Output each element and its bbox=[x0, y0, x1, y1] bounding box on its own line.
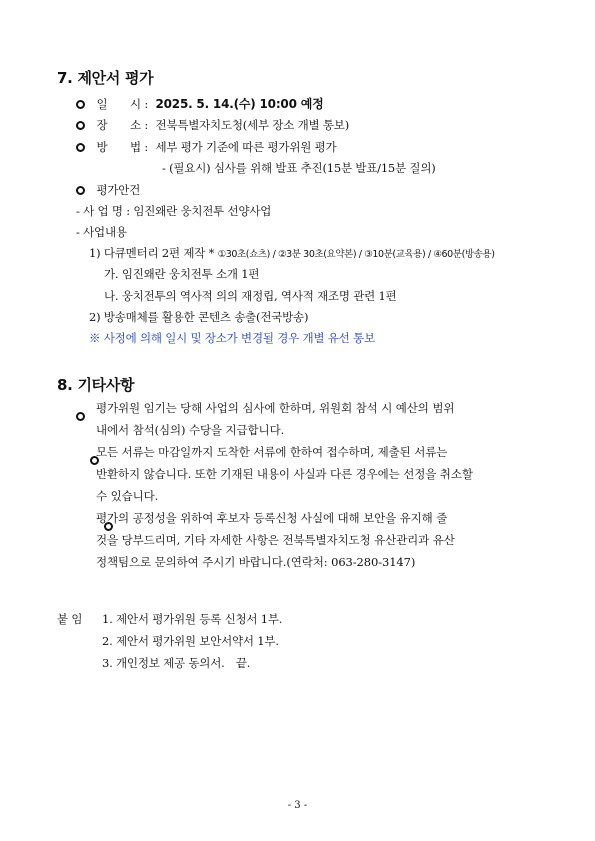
attachment-1: 1. 제안서 평가위원 등록 신청서 1부. bbox=[102, 612, 283, 626]
note-2-line-2: 반환하지 않습니다. 또한 기재된 내용이 사실과 다른 경우에는 선정을 취소할 bbox=[96, 467, 473, 481]
note-1 bbox=[96, 397, 540, 441]
place-row bbox=[76, 117, 349, 133]
date-value: 2025. 5. 14.(수) 10:00 예정 bbox=[155, 97, 324, 111]
item-1 bbox=[89, 245, 495, 261]
circle-bullet-icon bbox=[76, 143, 85, 152]
date-row bbox=[76, 95, 323, 112]
attachment-3: 3. 개인정보 제공 동의서. 끝. bbox=[102, 656, 251, 670]
item-1-b: 나. 웅치전투의 역사적 의의 재정립, 역사적 재조명 관련 1편 bbox=[104, 289, 397, 303]
circle-bullet-icon bbox=[76, 186, 85, 195]
page-number: - 3 - bbox=[287, 800, 308, 811]
place-value: 전북특별자치도청(세부 장소 개별 통보) bbox=[155, 118, 349, 132]
item-2: 2) 방송매체를 활용한 콘텐츠 송출(전국방송) bbox=[89, 310, 309, 324]
method-label: 방 법 : bbox=[96, 140, 149, 154]
item-1-a: 가. 임진왜란 웅치전투 소개 1편 bbox=[104, 267, 260, 281]
project-content-title: - 사업내용 bbox=[76, 225, 127, 239]
circle-bullet-icon bbox=[76, 412, 85, 421]
note-3 bbox=[96, 507, 540, 573]
item-1-prefix: 1) 다큐멘터리 2편 제작 * bbox=[89, 246, 218, 260]
note-3-line-3: 정책팀으로 문의하여 주시기 바랍니다.(연락처: 063-280-3147) bbox=[96, 555, 416, 569]
attachment-label: 붙 임 bbox=[57, 612, 83, 626]
note-1-line-2: 내에서 참석(심의) 수당을 지급합니다. bbox=[96, 423, 285, 437]
method-row bbox=[76, 139, 336, 155]
date-label: 일 시 : bbox=[96, 97, 149, 111]
agenda-title: 평가안건 bbox=[96, 183, 141, 197]
agenda-row bbox=[76, 182, 140, 198]
note-3-line-2: 것을 당부드리며, 기타 자세한 사항은 전북특별자치도청 유산관리과 유산 bbox=[96, 533, 455, 547]
note-3-line-1: 평가의 공정성을 위하여 후보자 등록신청 사실에 대해 보안을 유지해 줄 bbox=[96, 511, 448, 525]
note-2-line-1: 모든 서류는 마감일까지 도착한 서류에 한하여 접수하며, 제출된 서류는 bbox=[96, 445, 448, 459]
method-value: 세부 평가 기준에 따른 평가위원 평가 bbox=[155, 140, 337, 154]
method-sub: - (필요시) 심사를 위해 발표 추진(15분 발표/15분 질의) bbox=[162, 161, 436, 175]
place-label: 장 소 : bbox=[96, 118, 149, 132]
project-name: - 사 업 명 : 임진왜란 웅치전투 선양사업 bbox=[76, 204, 272, 218]
circle-bullet-icon bbox=[76, 100, 85, 109]
attachment-2: 2. 제안서 평가위원 보안서약서 1부. bbox=[102, 634, 279, 648]
note-2 bbox=[96, 441, 540, 507]
section-7-title: 7. 제안서 평가 bbox=[57, 69, 154, 87]
section-8-title: 8. 기타사항 bbox=[57, 376, 135, 394]
note-1-line-1: 평가위원 임기는 당해 사업의 심사에 한하며, 위원회 참석 시 예산의 범위 bbox=[96, 401, 455, 415]
change-notice: ※ 사정에 의해 일시 및 장소가 변경될 경우 개별 유선 통보 bbox=[89, 331, 375, 345]
note-2-line-3: 수 있습니다. bbox=[96, 489, 159, 503]
item-1-detail: ①30초(쇼츠) / ②3분 30초(요약본) / ③10분(교육용) / ④60분(방송용) bbox=[217, 249, 495, 260]
circle-bullet-icon bbox=[76, 121, 85, 130]
